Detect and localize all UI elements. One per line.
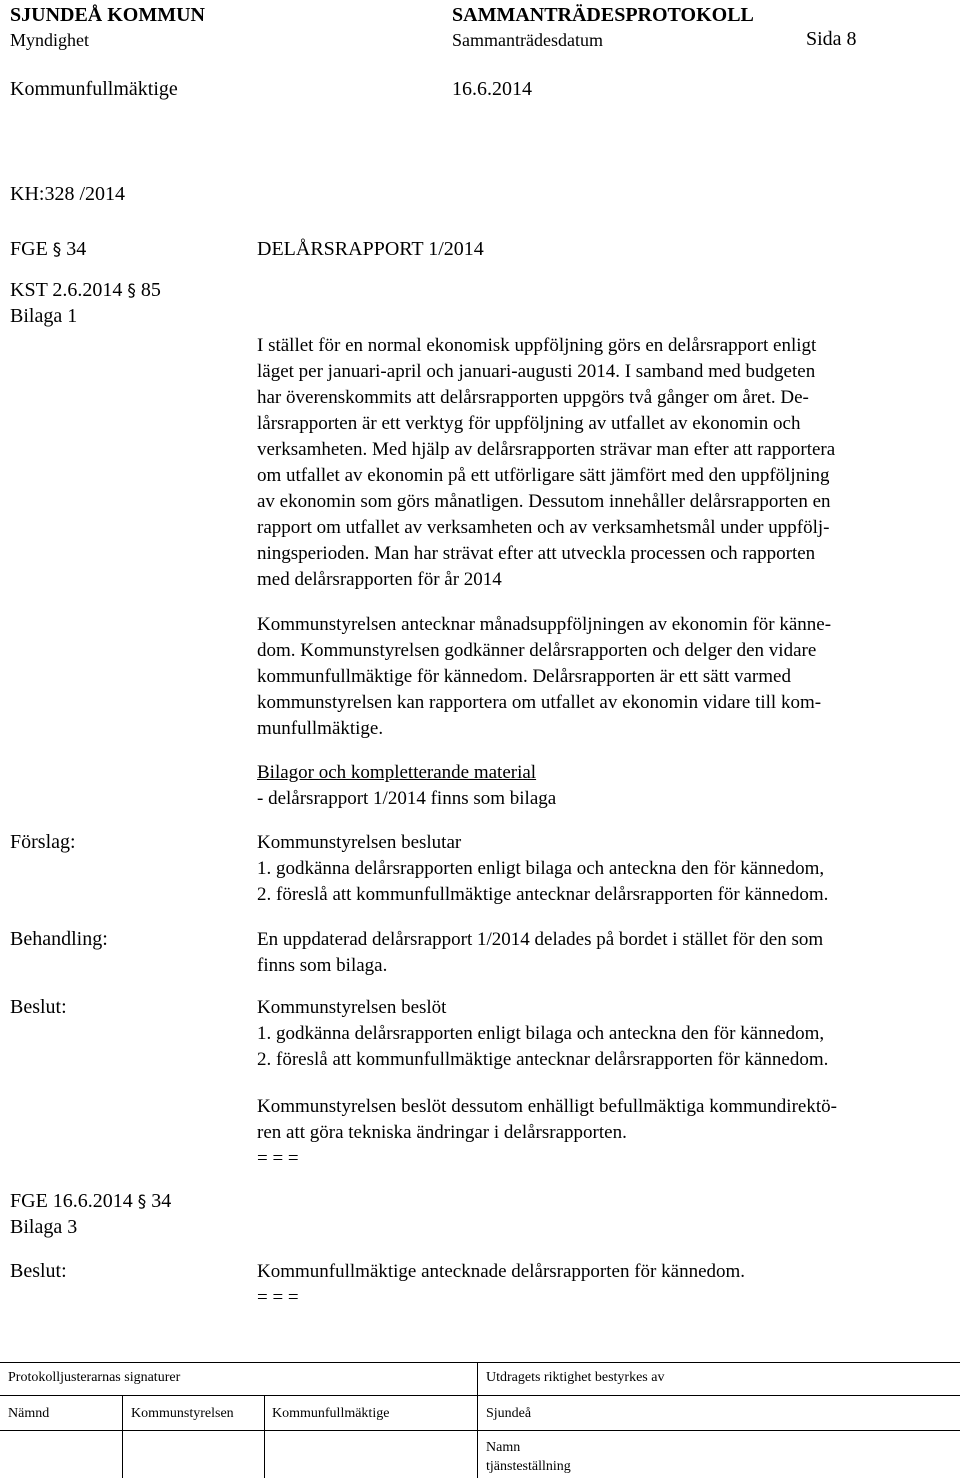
col-kommunstyrelsen: Kommunstyrelsen: [131, 1406, 234, 1421]
text-line: I stället för en normal ekonomisk uppföljning görs en delårsrapport enligt: [257, 335, 817, 356]
decision-text: [257, 995, 947, 1073]
text-line: Kommunstyrelsen beslutar: [257, 832, 462, 853]
attachment-ref: Bilaga 1: [10, 305, 78, 327]
section-symbol: §: [127, 281, 136, 301]
title-label: tjänsteställning: [486, 1459, 571, 1474]
fge-section-number: 34: [151, 1190, 172, 1212]
text-line: Kommunstyrelsen antecknar månadsuppföljningen av ekonomin för känne-: [257, 614, 832, 635]
fge-decision-text: [257, 1259, 947, 1311]
attachments-section: [257, 760, 947, 812]
name-label: Namn: [486, 1440, 521, 1455]
body-paragraph-2: [257, 612, 947, 742]
footer-row-rule: [0, 1430, 960, 1431]
footer-mid-rule: [0, 1395, 960, 1396]
text-line: 2. föreslå att kommunfullmäktige antecknar delårsrapporten för kännedom.: [257, 1049, 829, 1070]
kst-number: 85: [140, 279, 161, 301]
body-paragraph-1: [257, 333, 947, 593]
text-line: kommunfullmäktige för kännedom. Delårsrapporten är ett sätt varmed: [257, 666, 791, 687]
text-line: har överenskommits att delårsrapporten uppgörs två gånger om året. De-: [257, 387, 809, 408]
certify-label: Utdragets riktighet bestyrkes av: [486, 1370, 665, 1385]
proposal-text: [257, 830, 947, 908]
place: Sjundeå: [486, 1406, 532, 1421]
text-line: verksamheten. Med hjälp av delårsrapporten strävar man efter att rapportera: [257, 439, 836, 460]
kst-prefix: KST 2.6.2014: [10, 279, 123, 301]
decision-extra: [257, 1094, 947, 1172]
section-symbol: §: [137, 1192, 147, 1212]
protocol-title: SAMMANTRÄDESPROTOKOLL: [452, 4, 754, 26]
text-line: lårsrapporten är ett verktyg för uppföljning av utfallet av ekonomin och: [257, 413, 801, 434]
text-line: Kommunstyrelsen beslöt: [257, 997, 447, 1018]
text-line: munfullmäktige.: [257, 718, 384, 739]
separator: = = =: [257, 1148, 299, 1169]
kst-reference: [10, 279, 161, 302]
text-line: Kommunfullmäktige antecknade delårsrapporten för kännedom.: [257, 1261, 746, 1282]
text-line: En uppdaterad delårsrapport 1/2014 delades på bordet i stället för den som: [257, 929, 824, 950]
footer-divider-2: [264, 1395, 265, 1478]
decision-label: Beslut:: [10, 996, 67, 1018]
text-line: om utfallet av ekonomin på ett utförligare sätt jämfört med den uppföljning: [257, 465, 830, 486]
text-line: läget per januari-april och januari-augusti 2014. I samband med budgeten: [257, 361, 816, 382]
item-title: DELÅRSRAPPORT 1/2014: [257, 238, 484, 260]
text-line: dom. Kommunstyrelsen godkänner delårsrapporten och delger den vidare: [257, 640, 817, 661]
text-line: med delårsrapporten för år 2014: [257, 569, 502, 590]
section-symbol: §: [52, 240, 62, 260]
text-line: kommunstyrelsen kan rapportera om utfallet av ekonomin vidare till kom-: [257, 692, 822, 713]
meeting-date: 16.6.2014: [452, 78, 532, 100]
text-line: ren att göra tekniska ändringar i delårsrapporten.: [257, 1122, 627, 1143]
handling-label: Behandling:: [10, 928, 108, 950]
footer-center-divider: [477, 1362, 478, 1478]
text-line: 2. föreslå att kommunfullmäktige antecknar delårsrapporten för kännedom.: [257, 884, 829, 905]
authority-name: Kommunfullmäktige: [10, 78, 178, 100]
text-line: av ekonomin som görs månatligen. Dessutom innehåller delårsrapporten en: [257, 491, 831, 512]
proposal-label: Förslag:: [10, 831, 76, 853]
fge-decision-label: Beslut:: [10, 1260, 67, 1282]
separator: = = =: [257, 1287, 299, 1308]
authority-label: Myndighet: [10, 30, 89, 50]
fge-reference: [10, 238, 86, 261]
footer-divider-1: [122, 1395, 123, 1478]
text-line: finns som bilaga.: [257, 955, 388, 976]
fge-number: 34: [66, 238, 87, 260]
text-line: Kommunstyrelsen beslöt dessutom enhälligt befullmäktiga kommundirektö-: [257, 1096, 837, 1117]
attachments-item: - delårsrapport 1/2014 finns som bilaga: [257, 788, 557, 809]
fge-attachment: Bilaga 3: [10, 1216, 78, 1238]
col-kommunfullmaktige: Kommunfullmäktige: [272, 1406, 390, 1421]
attachments-heading: Bilagor och kompletterande material: [257, 762, 537, 783]
fge-section-prefix: FGE 16.6.2014: [10, 1190, 133, 1212]
fge-prefix: FGE: [10, 238, 48, 260]
text-line: 1. godkänna delårsrapporten enligt bilaga och anteckna den för kännedom,: [257, 858, 825, 879]
page-number: Sida 8: [806, 28, 857, 50]
case-number: KH:328 /2014: [10, 183, 125, 205]
text-line: ningsperioden. Man har strävat efter att utveckla processen och rapporten: [257, 543, 816, 564]
col-namnd: Nämnd: [8, 1406, 50, 1421]
text-line: 1. godkänna delårsrapporten enligt bilaga och anteckna den för kännedom,: [257, 1023, 825, 1044]
date-label: Sammanträdesdatum: [452, 30, 603, 50]
fge-section-ref: [10, 1190, 171, 1213]
municipality-name: SJUNDEÅ KOMMUN: [10, 4, 205, 26]
signatures-label: Protokolljusterarnas signaturer: [8, 1370, 181, 1385]
handling-text: [257, 927, 947, 979]
text-line: rapport om utfallet av verksamheten och av verksamhetsmål under uppfölj-: [257, 517, 830, 538]
footer-top-rule: [0, 1362, 960, 1363]
